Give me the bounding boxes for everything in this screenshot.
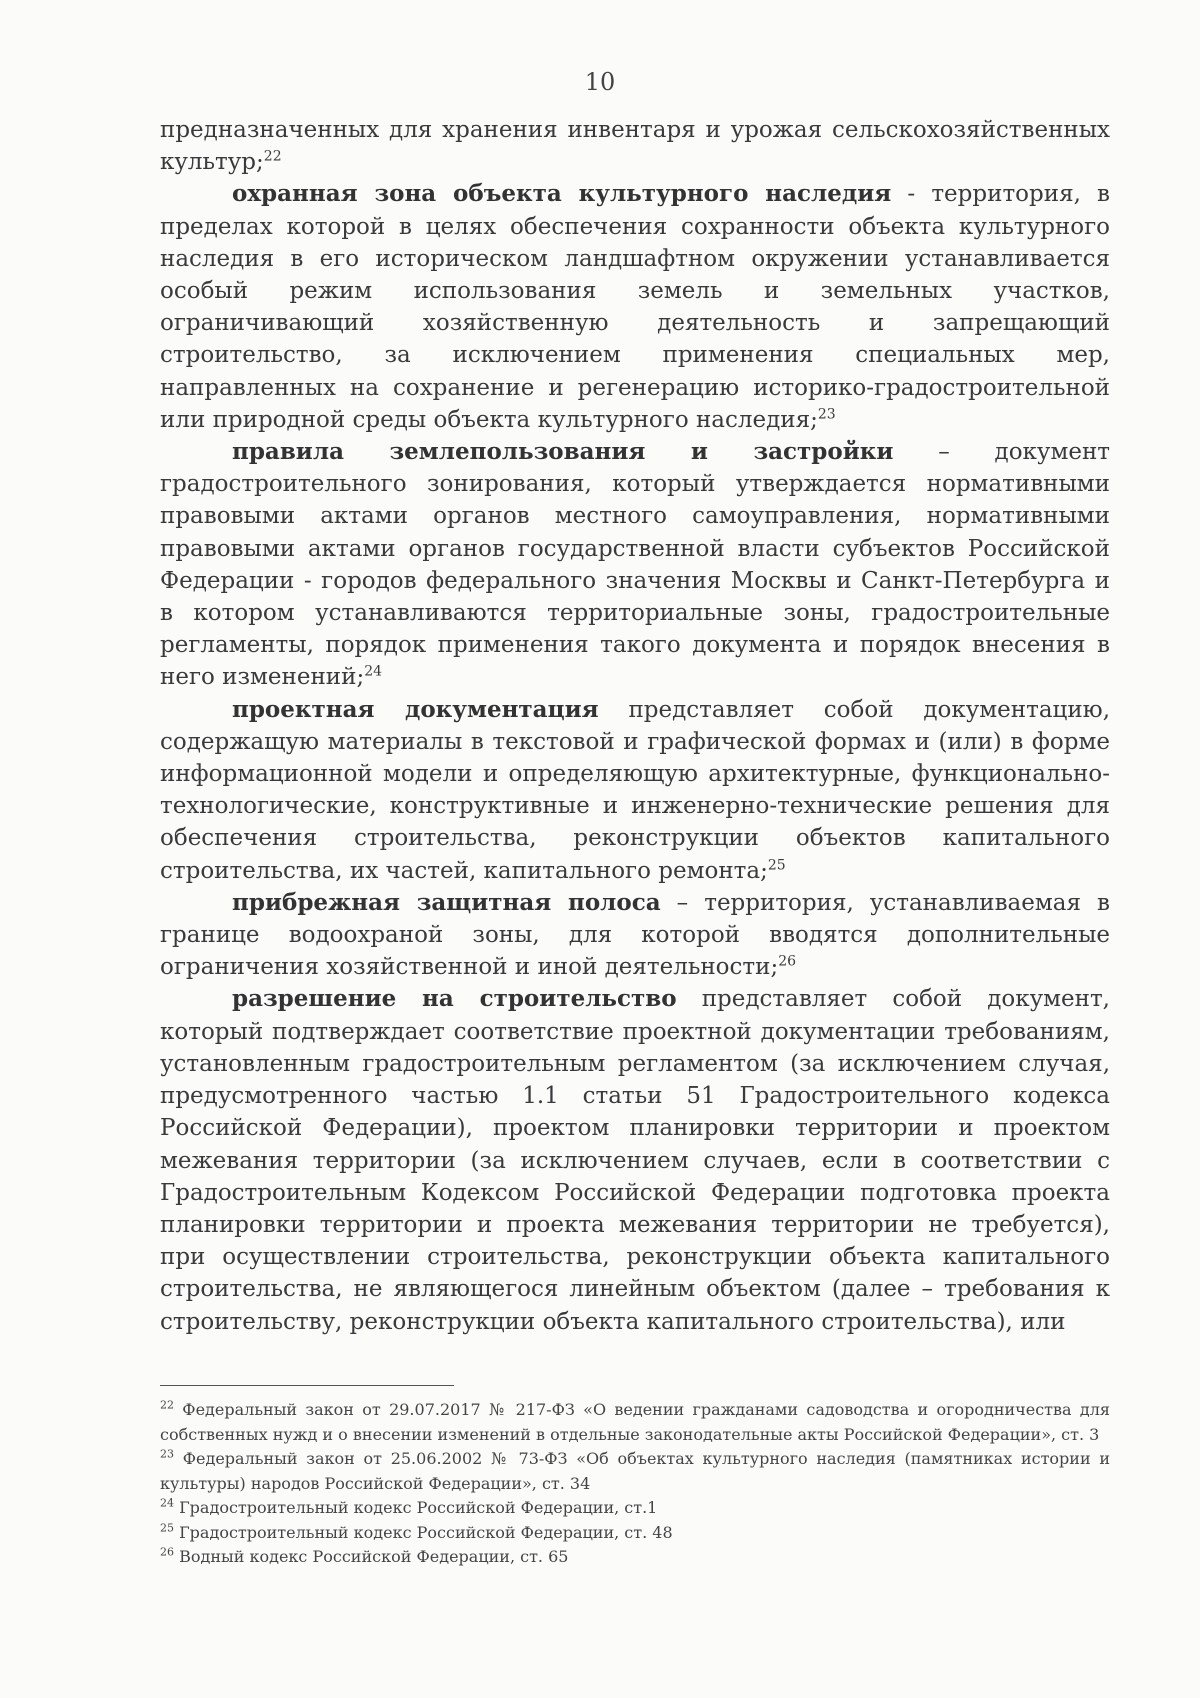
definition-text: – территория, устанавливаемая в границе водоохраной зоны, для которой вводятся дополнительные ограничения хозяйственной и иной деятельности; bbox=[160, 889, 1110, 981]
footnote-item bbox=[160, 1496, 1110, 1521]
definition-protection-zone bbox=[160, 178, 1110, 436]
footnote-ref: 24 bbox=[364, 663, 383, 680]
paragraph-continuation bbox=[160, 114, 1110, 178]
footnote-text: Федеральный закон от 29.07.2017 № 217-ФЗ «О ведении гражданами садоводства и огородничества для собственных нужд и о внесении изменений в отдельные законодательные акты Российской Федерации», ст. 3 bbox=[160, 1400, 1110, 1444]
footnote-divider bbox=[160, 1385, 454, 1386]
footnote-number: 24 bbox=[160, 1496, 174, 1510]
definition-term: проектная документация bbox=[232, 695, 599, 723]
footnote-number: 26 bbox=[160, 1545, 174, 1559]
footnote-text: Водный кодекс Российской Федерации, ст. 65 bbox=[174, 1547, 569, 1566]
definition-text: представляет собой документ, который подтверждает соответствие проектной документации требованиям, установленным градостроительным регламентом (за исключением случая, предусмотренного частью 1.1 статьи 51 Градостроительного кодекса Российской Федерации), проектом планировки территории и проектом межевания территории (за исключением случаев, если в соответствии с Градостроительным Кодексом Российской Федерации подготовка проекта планировки территории и проекта межевания территории не требуется), при осуществлении строительства, реконструкции объекта капитального строительства, не являющегося линейным объектом (далее – требования к строительству, реконструкции объекта капитального строительства), или bbox=[160, 986, 1110, 1335]
footnote-item bbox=[160, 1447, 1110, 1496]
footnote-text: Градостроительный кодекс Российской Федерации, ст. 48 bbox=[174, 1522, 673, 1542]
footnote-ref: 25 bbox=[767, 857, 786, 874]
definition-project-documentation bbox=[160, 694, 1110, 887]
definition-term: разрешение на строительство bbox=[232, 985, 677, 1013]
definition-building-permit bbox=[160, 983, 1110, 1337]
footnote-item bbox=[160, 1545, 1110, 1570]
definition-term: правила землепользования и застройки bbox=[232, 438, 894, 466]
definition-text: представляет собой документацию, содержащую материалы в текстовой и графической формах и (или) в форме информационной модели и определяющую архитектурные, функционально-технологические, конструктивные и инженерно-технические решения для обеспечения строительства, реконструкции объектов капитального строительства, их частей, капитального ремонта; bbox=[160, 696, 1111, 884]
footnote-text: Градостроительный кодекс Российской Федерации, ст.1 bbox=[174, 1498, 658, 1517]
body-text bbox=[160, 114, 1110, 1338]
paragraph-text: предназначенных для хранения инвентаря и урожая сельскохозяйственных культур; bbox=[160, 117, 1110, 176]
footnote-item bbox=[160, 1521, 1110, 1546]
footnote-number: 25 bbox=[160, 1521, 174, 1535]
definition-coastal-strip bbox=[160, 887, 1110, 984]
definition-text: – документ градостроительного зонирования, который утверждается нормативными правовыми актами органов местного самоуправления, нормативными правовыми актами органов государственной власти субъектов Российской Федерации - городов федерального значения Москвы и Санкт-Петербурга и в котором устанавливаются территориальные зоны, градостроительные регламенты, порядок применения такого документа и порядок внесения в него изменений; bbox=[160, 439, 1110, 691]
footnote-number: 23 bbox=[160, 1447, 174, 1461]
footnote-ref: 23 bbox=[817, 406, 836, 423]
footnotes bbox=[160, 1398, 1110, 1570]
page-number: 10 bbox=[584, 68, 616, 96]
footnote-item bbox=[160, 1398, 1110, 1447]
definition-land-use-rules bbox=[160, 436, 1110, 694]
footnote-ref: 22 bbox=[263, 148, 282, 165]
footnote-text: Федеральный закон от 25.06.2002 № 73-ФЗ «Об объектах культурного наследия (памятниках истории и культуры) народов Российской Федерации», ст. 34 bbox=[160, 1449, 1110, 1493]
footnote-ref: 26 bbox=[778, 953, 797, 970]
definition-term: охранная зона объекта культурного наследия bbox=[232, 180, 892, 208]
definition-text: - территория, в пределах которой в целях обеспечения сохранности объекта культурного наследия в его историческом ландшафтном окружении устанавливается особый режим использования земель и земельных участков, ограничивающий хозяйственную деятельность и запрещающий строительство, за исключением применения специальных мер, направленных на сохранение и регенерацию историко-градостроительной или природной среды объекта культурного наследия; bbox=[160, 181, 1110, 433]
footnote-number: 22 bbox=[160, 1398, 174, 1412]
definition-term: прибрежная защитная полоса bbox=[232, 888, 661, 916]
